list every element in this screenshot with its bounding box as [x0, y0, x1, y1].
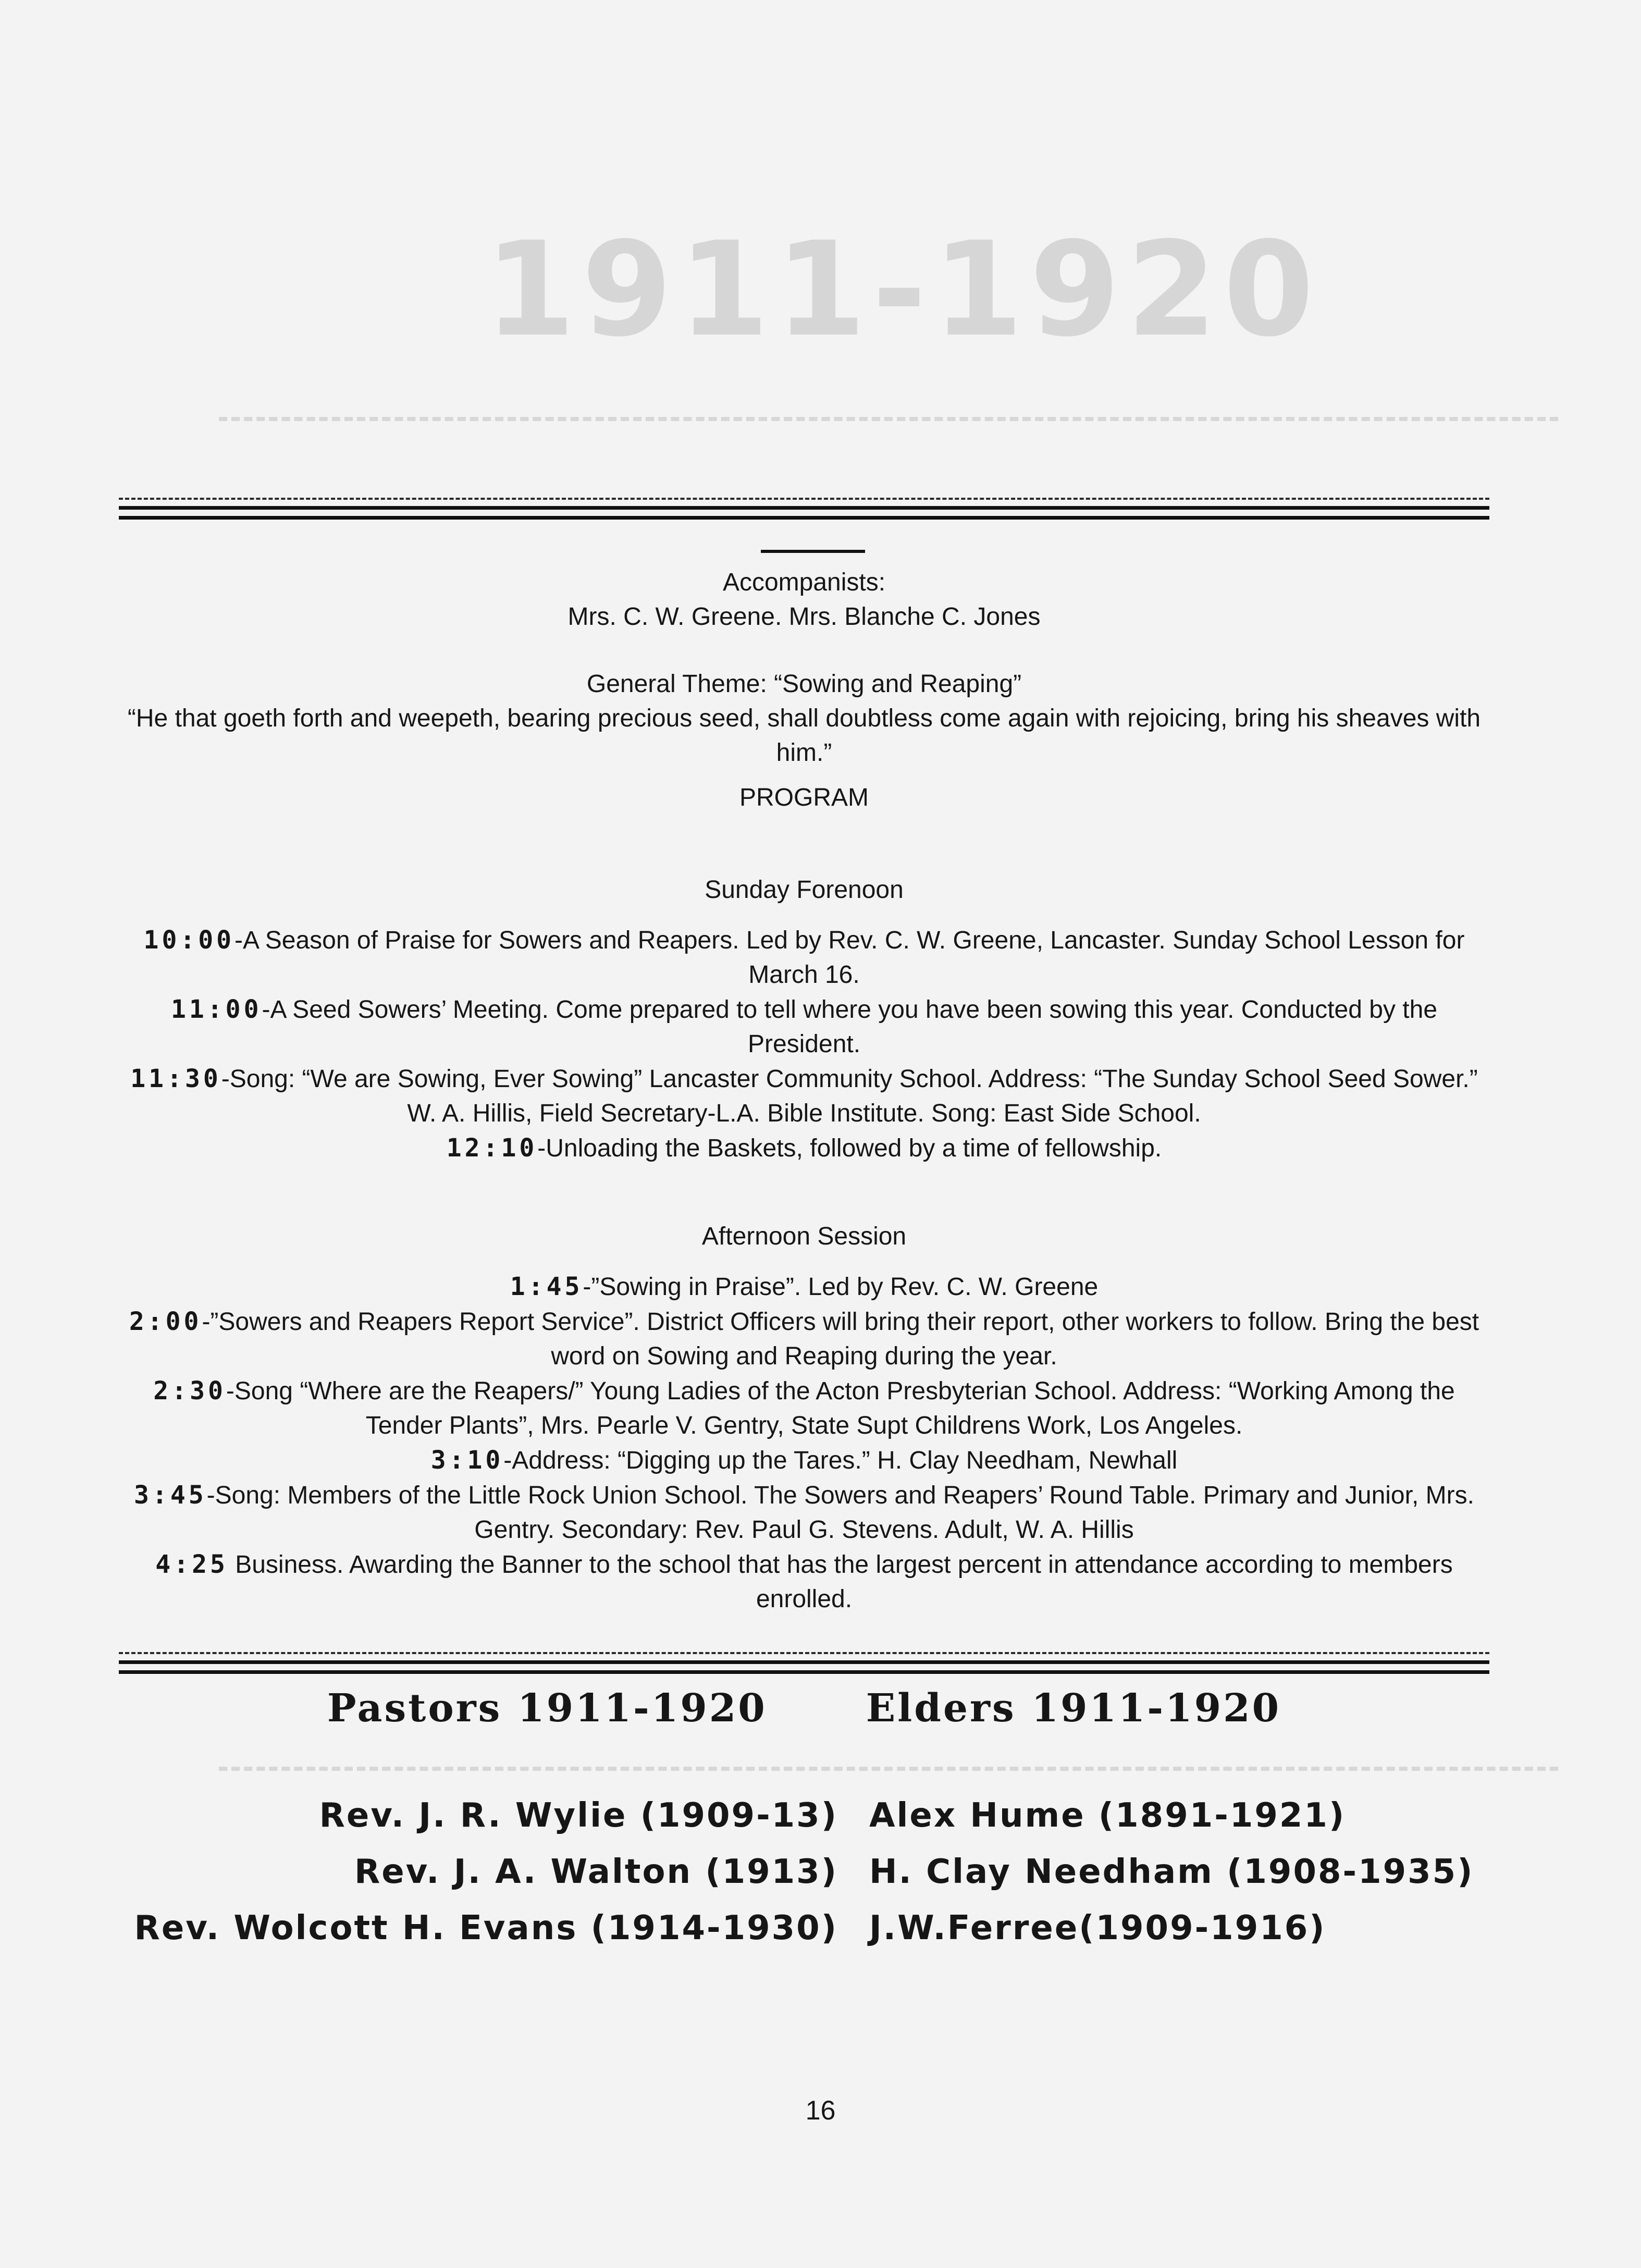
leaders-list [119, 1788, 1489, 1956]
afternoon-item: 4:25 Business. Awarding the Banner to the school that has the largest percent in attendance according to members enrolled. [155, 1550, 1453, 1613]
accompanists-names: Mrs. C. W. Greene. Mrs. Blanche C. Jones [567, 603, 1041, 631]
afternoon-item: 3:45-Song: Members of the Little Rock Union School. The Sowers and Reapers’ Round Table. Primary and Junior, Mrs. Gentry. Secondary: Rev. Paul G. Stevens. Adult, W. A. Hillis [134, 1481, 1474, 1544]
pastor-name: Rev. J. R. Wylie (1909-13) [319, 1796, 838, 1835]
theme-block [119, 667, 1489, 815]
top-divider [119, 498, 1489, 520]
elders-list [869, 1788, 1474, 1956]
page-number: 16 [805, 2096, 836, 2126]
forenoon-section [119, 873, 1489, 1166]
elder-name: J.W.Ferree(1909-1916) [869, 1909, 1326, 1947]
afternoon-section [119, 1219, 1489, 1617]
pastors-heading: Pastors 1911-1920 [327, 1686, 767, 1731]
afternoon-heading: Afternoon Session [701, 1223, 907, 1250]
forenoon-item: 11:00-A Seed Sowers’ Meeting. Come prepared to tell where you have been sowing this year. Conducted by the President. [170, 995, 1438, 1058]
forenoon-item: 11:30-Song: “We are Sowing, Ever Sowing” Lancaster Community School. Address: “The Sunday School Seed Sower.” W. A. Hillis, Field Secretary-L.A. Bible Institute. Song: East Side School. [130, 1064, 1478, 1127]
theme-verse: “He that goeth forth and weepeth, bearing precious seed, shall doubtless come again with rejoicing, bring his sheaves with him.” [127, 705, 1481, 767]
pastor-name: Rev. Wolcott H. Evans (1914-1930) [134, 1909, 838, 1947]
afternoon-item: 2:30-Song “Where are the Reapers/” Young Ladies of the Acton Presbyterian School. Address: “Working Among the Tender Plants”, Mrs. Pearle V. Gentry, State Supt Childrens Work, Los Angeles. [153, 1376, 1455, 1439]
pastors-list [134, 1788, 838, 1956]
bleed-through-rule [219, 1767, 1558, 1771]
elders-heading: Elders 1911-1920 [866, 1686, 1281, 1731]
short-divider [761, 550, 865, 553]
elder-name: Alex Hume (1891-1921) [869, 1796, 1346, 1835]
forenoon-item: 10:00-A Season of Praise for Sowers and Reapers. Led by Rev. C. W. Greene, Lancaster. Sunday School Lesson for March 16. [143, 926, 1465, 989]
afternoon-item: 2:00-”Sowers and Reapers Report Service”. District Officers will bring their report, other workers to follow. Bring the best word on Sowing and Reaping during the year. [129, 1307, 1479, 1370]
bleed-through-title: 1911-1920 [485, 214, 1321, 365]
bottom-divider [119, 1652, 1489, 1674]
leaders-headings [119, 1686, 1489, 1731]
accompanists-block [119, 565, 1489, 634]
elder-name: H. Clay Needham (1908-1935) [869, 1853, 1474, 1891]
afternoon-item: 1:45-”Sowing in Praise”. Led by Rev. C. W. Greene [510, 1272, 1099, 1301]
forenoon-item: 12:10-Unloading the Baskets, followed by a time of fellowship. [446, 1133, 1162, 1163]
theme-line: General Theme: “Sowing and Reaping” [586, 670, 1022, 698]
pastor-name: Rev. J. A. Walton (1913) [354, 1853, 838, 1891]
afternoon-item: 3:10-Address: “Digging up the Tares.” H. Clay Needham, Newhall [430, 1446, 1178, 1475]
program-heading: PROGRAM [739, 784, 869, 811]
bleed-through-rule [219, 417, 1558, 421]
accompanists-heading: Accompanists: [722, 569, 886, 596]
forenoon-heading: Sunday Forenoon [705, 876, 904, 904]
